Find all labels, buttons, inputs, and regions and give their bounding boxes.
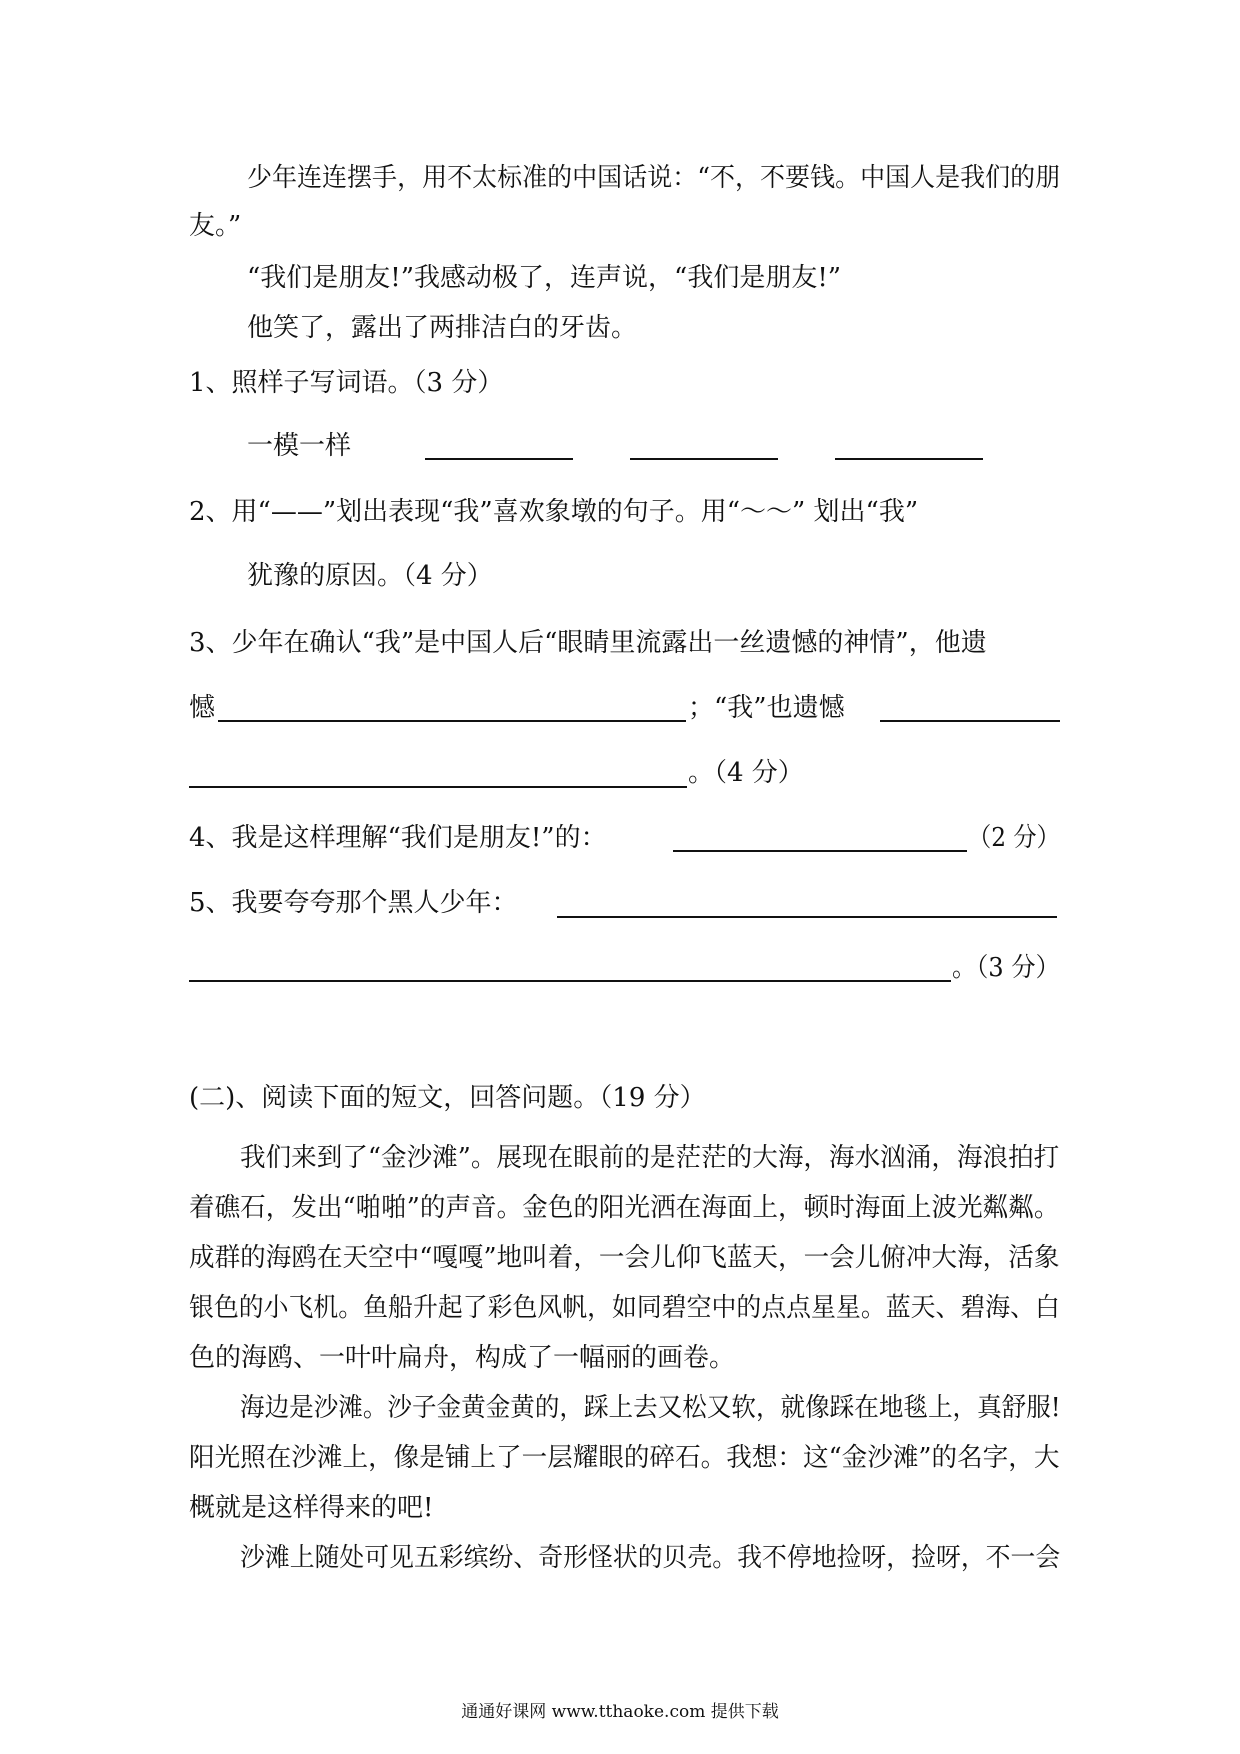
passage1-line2: 友。” [189,211,242,241]
question-5-score: 。（3 分） [952,953,1060,983]
section-2-para1-line1: 我们来到了“金沙滩”。展现在眼前的是茫茫的大海，海水汹涌，海浪拍打 [240,1143,1060,1173]
answer-blank-q1-3[interactable] [835,458,983,460]
section-2-para2-line3: 概就是这样得来的吧! [189,1493,434,1523]
answer-blank-q1-1[interactable] [425,458,573,460]
page-footer: 通通好课网 www.tthaoke.com 提供下载 [461,1702,779,1722]
question-3-han: 憾 [189,693,216,723]
answer-blank-q3-1[interactable] [218,720,686,722]
passage1-line1: 少年连连摆手，用不太标准的中国话说：“不，不要钱。中国人是我们的朋 [247,163,1061,193]
section-2-para1-line4: 银色的小飞机。鱼船升起了彩色风帆，如同碧空中的点点星星。蓝天、碧海、白 [189,1293,1060,1323]
passage1-smile: 他笑了，露出了两排洁白的牙齿。 [247,313,638,343]
question-3-score: 。（4 分） [688,758,804,788]
question-1-title: 1、照样子写词语。（3 分） [189,368,504,398]
question-2-line1: 2、用“——”划出表现“我”喜欢象墩的句子。用“～～” 划出“我” [189,497,919,527]
answer-blank-q4[interactable] [673,850,967,852]
answer-blank-q1-2[interactable] [630,458,778,460]
answer-blank-q3-3[interactable] [189,786,687,788]
answer-blank-q5-1[interactable] [557,916,1057,918]
section-2-heading: (二)、阅读下面的短文，回答问题。（19 分） [189,1083,706,1113]
section-2-para1-line3: 成群的海鸥在天空中“嘎嘎”地叫着，一会儿仰飞蓝天，一会儿俯冲大海，活象 [189,1243,1060,1273]
section-2-para1-line5: 色的海鸥、一叶叶扁舟，构成了一幅丽的画卷。 [189,1343,736,1373]
section-2-para2-line2: 阳光照在沙滩上，像是铺上了一层耀眼的碎石。我想：这“金沙滩”的名字，大 [189,1443,1060,1473]
question-3-line1: 3、少年在确认“我”是中国人后“眼睛里流露出一丝遗憾的神情”，他遗 [189,628,987,658]
question-4-score: （2 分） [968,823,1060,853]
answer-blank-q3-2[interactable] [880,720,1060,722]
passage1-quote: “我们是朋友!”我感动极了，连声说，“我们是朋友!” [247,263,842,293]
section-2-para3-line1: 沙滩上随处可见五彩缤纷、奇形怪状的贝壳。我不停地捡呀，捡呀，不一会 [240,1543,1061,1573]
question-2-line2: 犹豫的原因。（4 分） [247,561,493,591]
section-2-para1-line2: 着礁石，发出“啪啪”的声音。金色的阳光洒在海面上，顿时海面上波光粼粼。 [189,1193,1060,1223]
question-3-mid: ；“我”也遗憾 [688,693,845,723]
question-4-text: 4、我是这样理解“我们是朋友!”的： [189,823,607,853]
answer-blank-q5-2[interactable] [189,980,951,982]
section-2-para2-line1: 海边是沙滩。沙子金黄金黄的，踩上去又松又软，就像踩在地毯上，真舒服! [240,1393,1061,1423]
question-5-text: 5、我要夸夸那个黑人少年： [189,888,518,918]
question-1-example: 一模一样 [247,431,352,461]
